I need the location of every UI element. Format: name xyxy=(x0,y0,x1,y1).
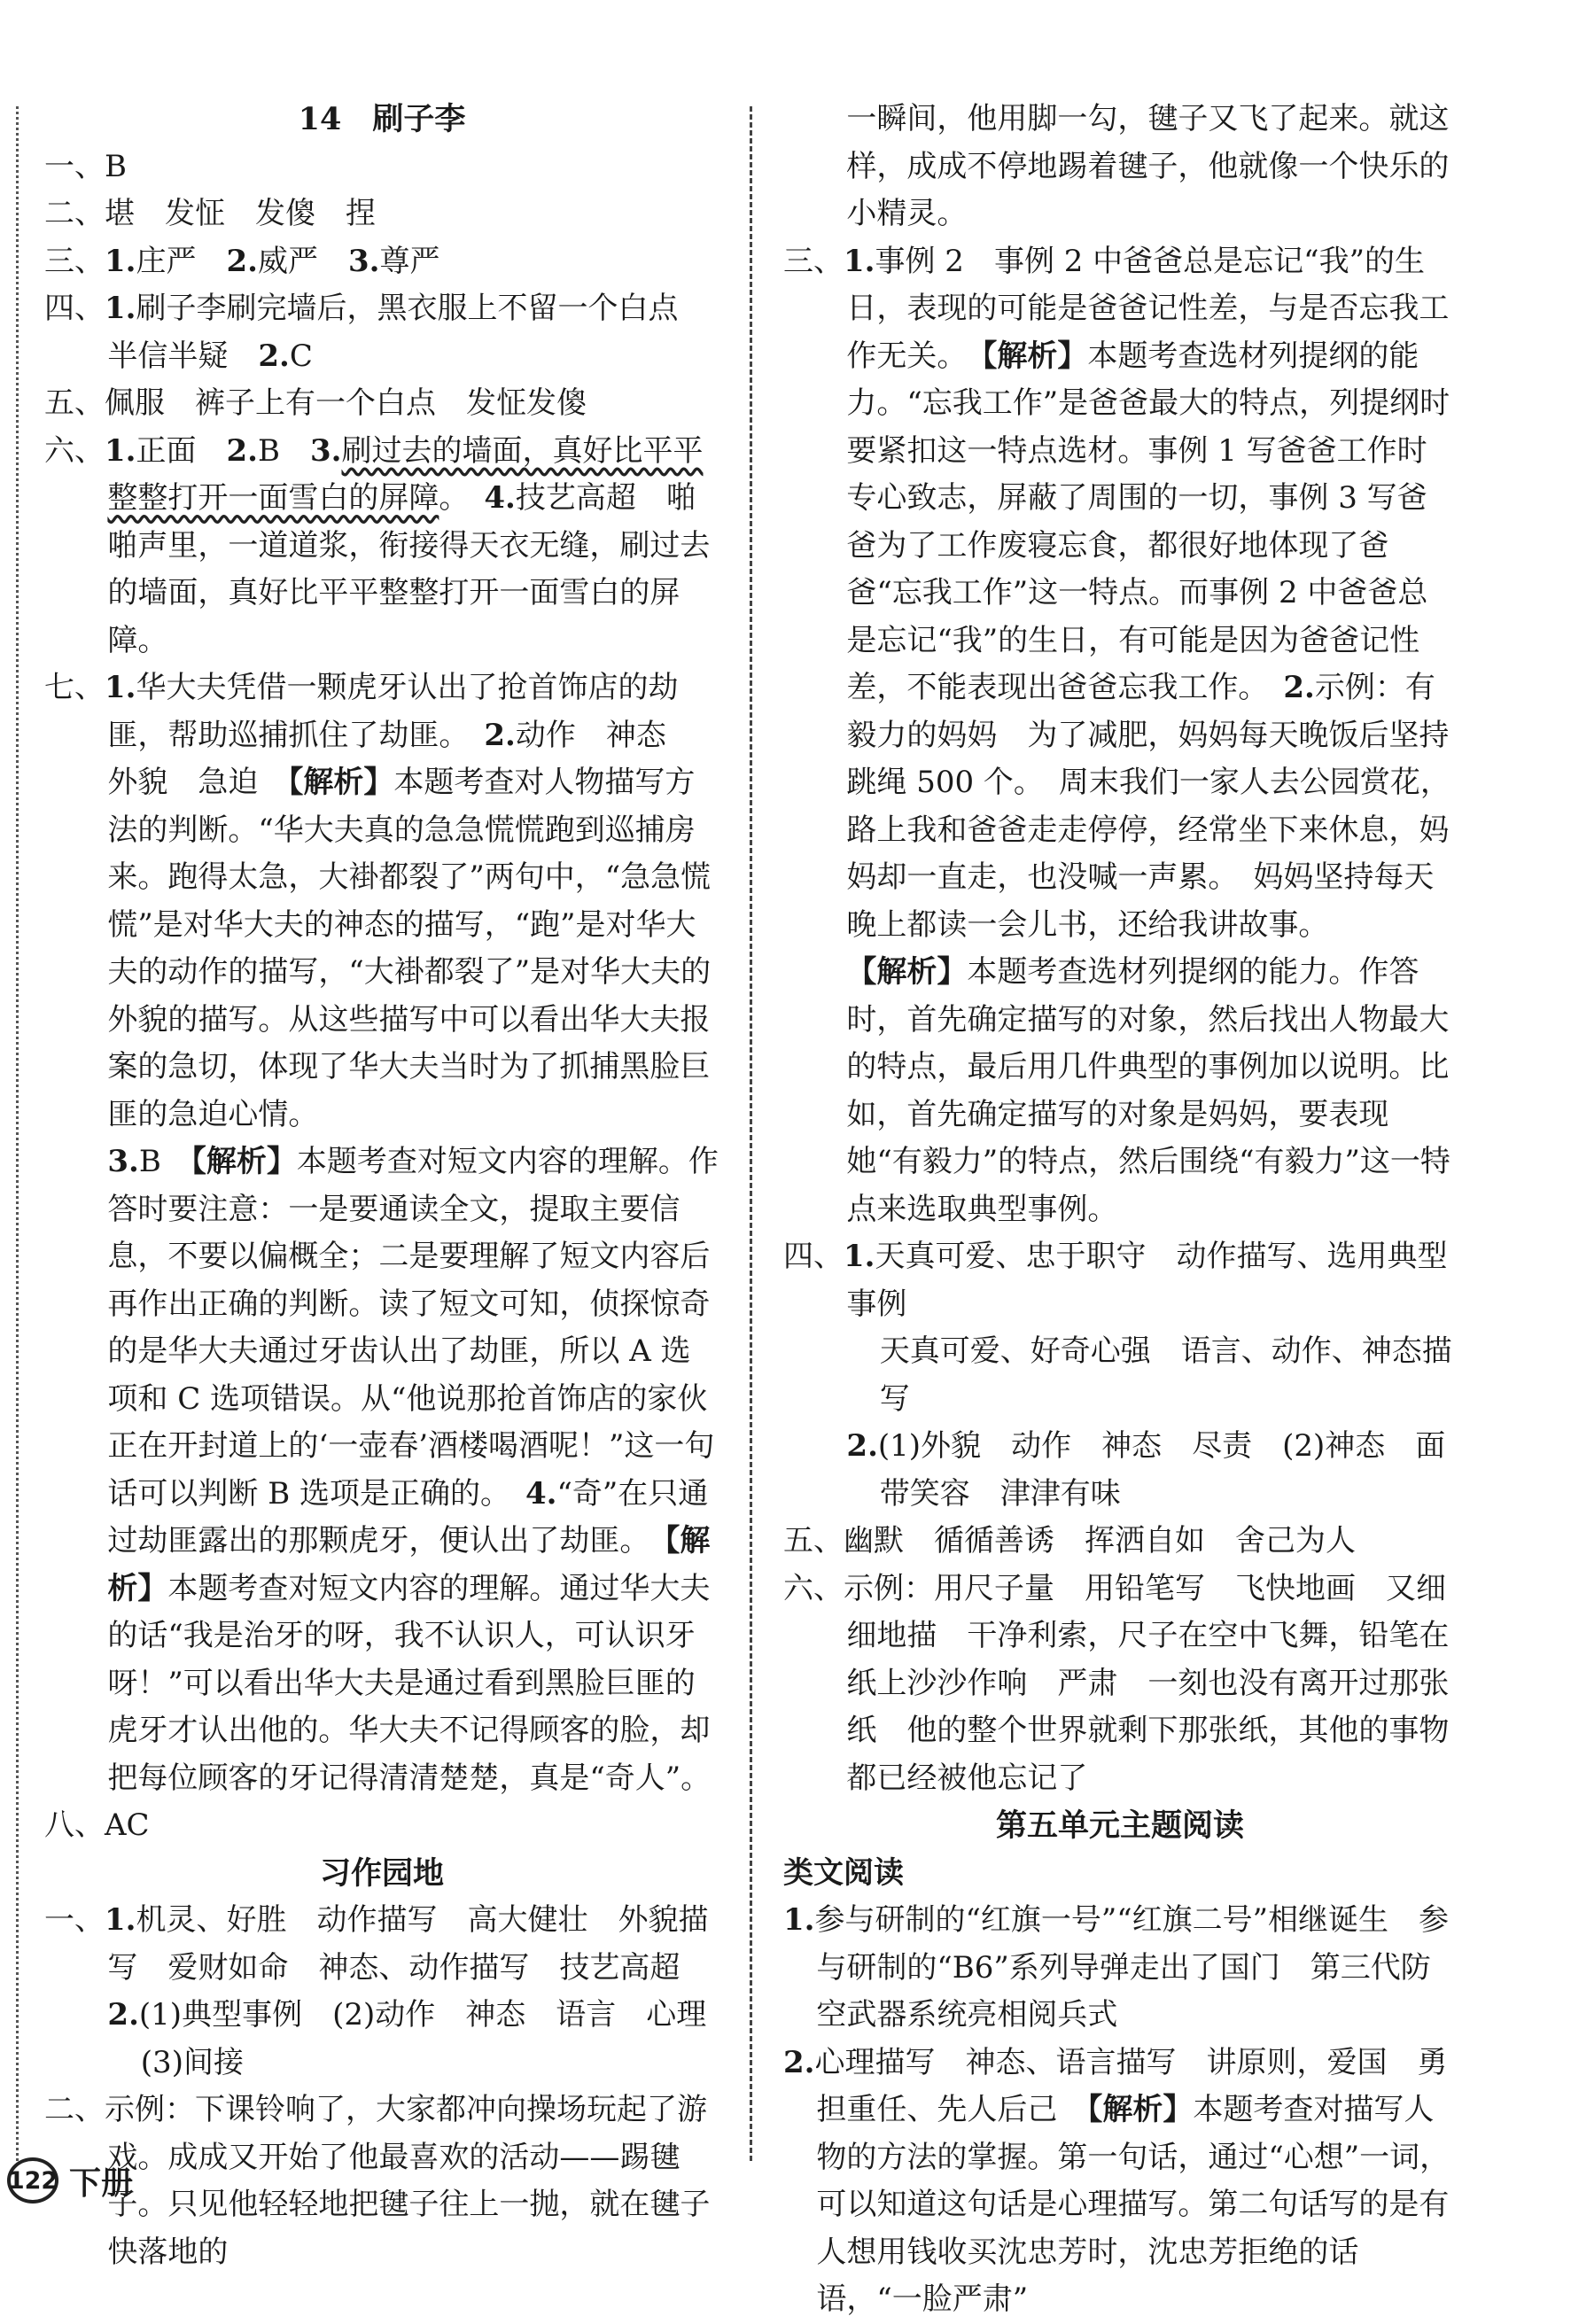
analysis-text: 本题考查对短文内容的理解。作答时要注意：一是要通读全文，提取主要信息，不要以偏概全；二是要理解了短文内容后再作出正确的判断。读了短文可知，侦探惊奇的是华大夫通过牙齿认出了劫匪，所以 A 选项和 C 选项错误。从“他说那抢首饰店的家伙正在开封道上的‘一壶春’酒楼喝酒呢！”这一句话可以判断 B 选项是正确的。 xyxy=(107,1144,719,1512)
section-number: 六、 xyxy=(44,432,105,469)
analysis-tag: 【解析】 xyxy=(846,954,968,990)
item-number: 2. xyxy=(846,1428,878,1464)
item-number: 3. xyxy=(310,432,342,469)
answer-section-4-item-2 xyxy=(783,1423,1457,1518)
answer-text: 动作 神态 外貌 急迫 xyxy=(107,717,696,800)
book-volume-label: 下册 xyxy=(69,2165,134,2202)
analysis-tag: 【解析】 xyxy=(982,338,1088,374)
analysis-text: 本题考查对描写人物的方法的掌握。第一句话，通过“心想”一词，可以知道这句话是心理描写。第二句话写的是有人想用钱收买沈忠芳时，沈忠芳拒绝的话语，“一脸严肃” xyxy=(816,2092,1450,2317)
reading-question-1 xyxy=(783,1897,1457,2040)
item-number: 3. xyxy=(348,243,380,279)
answer-text: 华大夫凭借一颗虎牙认出了抢首饰店的劫匪，帮助巡捕抓住了劫匪。 xyxy=(107,670,679,753)
item-number: 1. xyxy=(105,1902,136,1938)
item-number: 1. xyxy=(844,243,875,279)
answer-text: 尊严 xyxy=(379,243,440,279)
writing-section-2: 二、示例：下课铃响了，大家都冲向操场玩起了游戏。成成又开始了他最喜欢的活动——踢毽子。只见他轻轻地把毽子往上一抛，就在毽子快落地的 xyxy=(44,2092,711,2270)
answer-text: 庄严 xyxy=(136,243,227,279)
answer-text: 心理描写 神态、语言描写 讲原则，爱国 勇担重任、先人后己 xyxy=(814,2044,1448,2127)
analysis-tag: 【解析】 xyxy=(191,1144,297,1179)
binding-margin-line xyxy=(16,106,19,2161)
section-number: 七、 xyxy=(44,670,105,705)
item-number: 2. xyxy=(226,432,258,469)
section-number: 三、 xyxy=(44,243,105,279)
answer-section-5: 五、佩服 裤子上有一个白点 发怔发傻 xyxy=(44,385,587,421)
item-number: 2. xyxy=(107,1997,139,2033)
item-number: 3. xyxy=(107,1144,139,1179)
answer-text: “奇”在只通过劫匪露出的那颗虎牙，便认出了劫匪。 xyxy=(107,1475,709,1558)
column-divider xyxy=(750,106,752,2161)
analysis-text: 本题考查对人物描写方法的判断。“华大夫真的急急慌慌跑到巡捕房来。跑得太急，大褂都裂了”两句中，“急急慌慌”是对华大夫的神态的描写，“跑”是对华大夫的动作的描写，“大褂都裂了”是对华大夫的外貌的描写。从这些描写中可以看出华大夫报案的急切，体现了华大夫当时为了抓捕黑脸巨匪的急迫心情。 xyxy=(107,765,712,1132)
answer-text: B xyxy=(258,432,310,469)
analysis-text: 本题考查对短文内容的理解。通过华大夫的话“我是治牙的呀，我不认识人，可认识牙呀！”可以看出华大夫是通过看到黑脸巨匪的虎牙才认出他的。华大夫不记得顾客的脸，却把每位顾客的牙记得清清楚楚，真是“奇人”。 xyxy=(107,1570,712,1796)
answer-section-6: 六、示例：用尺子量 用铅笔写 飞快地画 又细细地描 干净利索，尺子在空中飞舞，铅笔在纸上沙沙作响 严肃 一刻也没有离开过那张纸 他的整个世界就剩下那张纸，其他的事物都已经被他忘记了 xyxy=(783,1570,1450,1796)
answer-section-3 xyxy=(783,238,1457,950)
answer-section-3 xyxy=(44,238,719,286)
continued-paragraph: 一瞬间，他用脚一勾，毽子又飞了起来。就这样，成成不停地踢着毽子，他就像一个快乐的小精灵。 xyxy=(846,101,1450,231)
answer-text: C xyxy=(289,338,313,374)
answer-section-7-item-3 xyxy=(44,1139,719,1802)
answer-text: 威严 xyxy=(258,243,348,279)
answer-section-5: 五、幽默 循循善诱 挥洒自如 舍己为人 xyxy=(783,1523,1356,1558)
answer-text: 天真可爱、忠于职守 动作描写、选用典型事例 xyxy=(846,1239,1448,1322)
answer-text: 参与研制的“红旗一号”“红旗二号”相继诞生 参与研制的“B6”系列导弹走出了国门 第三代防空武器系统亮相阅兵式 xyxy=(814,1902,1450,2033)
analysis-text: 本题考查选材列提纲的能力。作答时，首先确定描写的对象，然后找出人物最大的特点，最后用几件典型的事例加以说明。比如，首先确定描写的对象是妈妈，要表现她“有毅力”的特点，然后围绕“有毅力”这一特点来选取典型事例。 xyxy=(846,954,1450,1227)
item-number: 1. xyxy=(105,291,136,326)
answer-text: B xyxy=(138,1144,191,1179)
writing-garden-title: 习作园地 xyxy=(319,1854,444,1892)
analysis-tag: 【解析】 xyxy=(1087,2092,1194,2127)
section-number: 四、 xyxy=(44,291,105,326)
page-footer xyxy=(7,2157,133,2204)
item-number: 1. xyxy=(783,1902,815,1938)
item-number: 2. xyxy=(258,338,290,374)
answer-text: 事例 2 事例 2 中爸爸总是忘记“我”的生日，表现的可能是爸爸记性差，与是否忘我工作无关。 xyxy=(846,243,1450,374)
item-number: 2. xyxy=(1283,670,1315,705)
answer-text: 示例：有毅力的妈妈 为了减肥，妈妈每天晚饭后坚持跳绳 500 个。 周末我们一家人去公园赏花，路上我和爸爸走走停停，经常坐下来休息，妈妈却一直走，也没喊一声累。 妈妈坚持每天晚上都读一会儿书，还给我讲故事。 xyxy=(846,670,1450,943)
analysis-text: 本题考查选材列提纲的能力。“忘我工作”是爸爸最大的特点，列提纲时要紧扣这一特点选材。事例 1 写爸爸工作时专心致志，屏蔽了周围的一切，事例 3 写爸爸为了工作废寝忘食，都很好地体现了爸爸“忘我工作”这一特点。而事例 2 中爸爸总是忘记“我”的生日，有可能是因为爸爸记性差，不能表现出爸爸忘我工作。 xyxy=(846,338,1450,705)
item-number: 4. xyxy=(525,1475,557,1512)
answer-text: 正面 xyxy=(136,432,227,469)
category-heading: 类文阅读 xyxy=(783,1854,904,1891)
answer-section-2: 二、堪 发怔 发傻 捏 xyxy=(44,196,376,231)
reading-question-2 xyxy=(783,2040,1457,2324)
item-number: 2. xyxy=(226,243,258,279)
wavy-underlined-answer: 刷过去的墙面，真好比平平整整打开一面雪白的屏障 xyxy=(107,432,704,516)
writing-section-1-item-2 xyxy=(44,1992,737,2087)
answer-text: 机灵、好胜 动作描写 高大健壮 外貌描写 爱财如命 神态、动作描写 技艺高超 xyxy=(107,1902,709,1986)
analysis-paragraph xyxy=(783,949,1457,1233)
answer-text: (1)典型事例 (2)动作 神态 语言 心理 (3)间接 xyxy=(138,1997,737,2080)
item-number: 1. xyxy=(844,1239,875,1274)
item-number: 1. xyxy=(105,243,136,279)
item-number: 2. xyxy=(783,2044,815,2080)
answer-section-1: 一、B xyxy=(44,148,127,184)
answer-section-4 xyxy=(783,1233,1457,1328)
answer-text: 技艺高超 啪啪声里，一道道浆，衔接得天衣无缝，刷过去的墙面，真好比平平整整打开一面雪白的屏障。 xyxy=(107,480,711,658)
writing-section-1 xyxy=(44,1897,719,1992)
item-number: 1. xyxy=(105,670,136,705)
item-number: 4. xyxy=(484,480,516,516)
answer-section-6 xyxy=(44,428,719,665)
answer-text: 。 xyxy=(439,480,485,516)
answer-section-8: 八、AC xyxy=(44,1807,150,1843)
item-number: 1. xyxy=(105,432,136,469)
section-number: 一、 xyxy=(44,1902,105,1938)
right-column xyxy=(783,96,1457,2324)
analysis-tag: 【解析】 xyxy=(107,1523,711,1606)
answer-text: 刷子李刷完墙后，黑衣服上不留一个白点 半信半疑 xyxy=(107,291,709,374)
unit-reading-title: 第五单元主题阅读 xyxy=(995,1807,1244,1844)
left-column xyxy=(44,96,737,2276)
lesson-title: 14 刷子李 xyxy=(298,101,466,137)
section-number: 四、 xyxy=(783,1239,844,1274)
answer-section-4-line-2: 天真可爱、好奇心强 语言、动作、神态描写 xyxy=(879,1333,1452,1417)
section-number: 三、 xyxy=(783,243,844,279)
item-number: 2. xyxy=(484,717,516,753)
answer-section-7 xyxy=(44,665,719,1139)
answer-section-4 xyxy=(44,285,719,380)
answer-text: (1)外貌 动作 神态 尽责 (2)神态 面带笑容 津津有味 xyxy=(877,1428,1446,1512)
analysis-tag: 【解析】 xyxy=(288,765,394,800)
page-number: 122 xyxy=(7,2157,58,2204)
